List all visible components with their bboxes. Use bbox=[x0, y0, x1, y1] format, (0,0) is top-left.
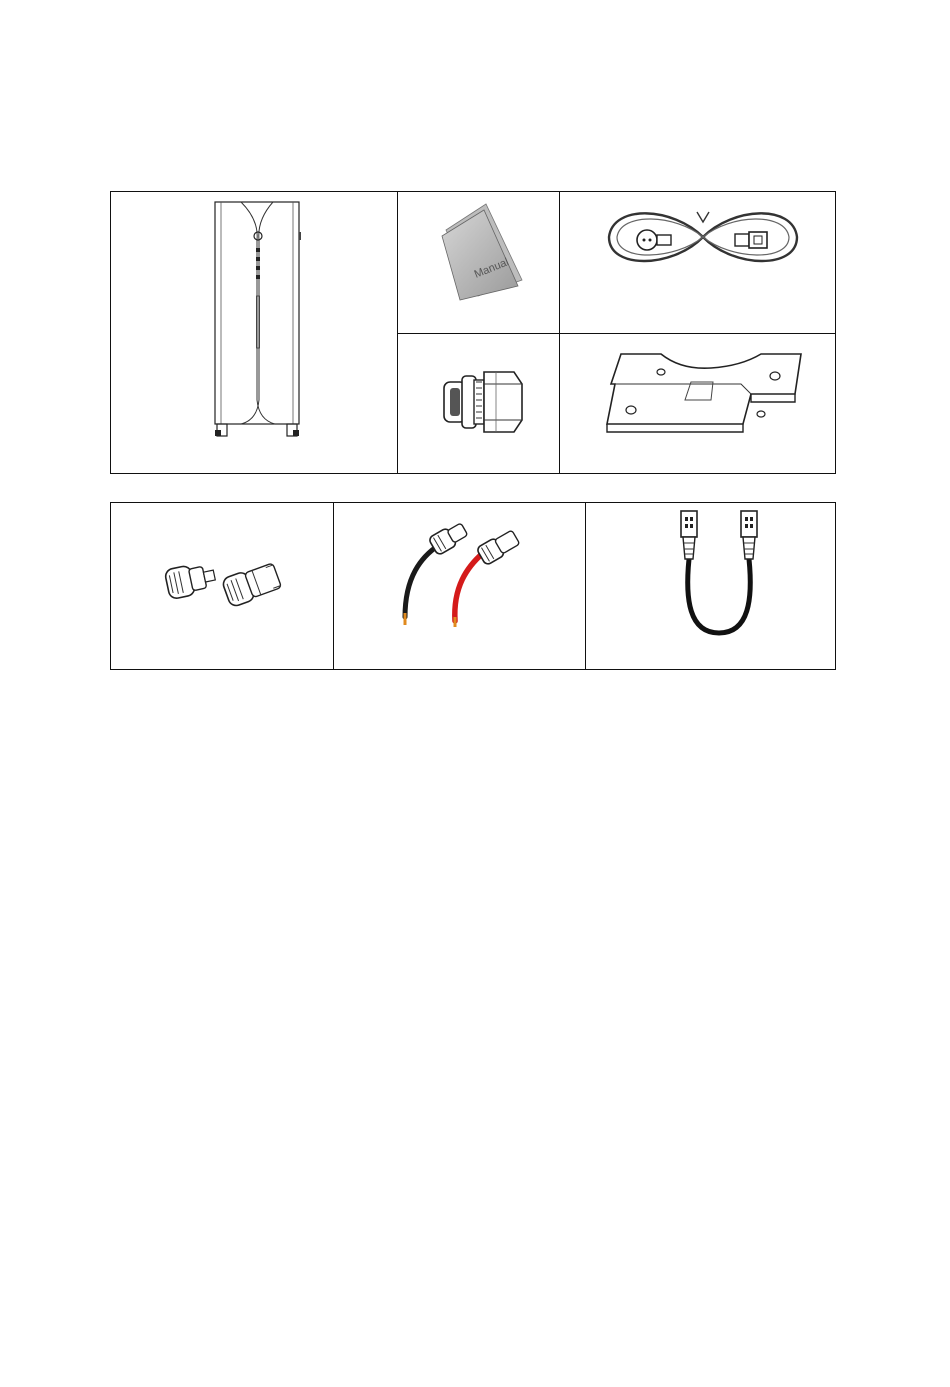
pv-connector-pair-icon bbox=[161, 551, 291, 611]
communication-cable-icon bbox=[659, 509, 779, 639]
ac-power-cord-icon bbox=[603, 202, 803, 277]
table-divider bbox=[585, 503, 586, 669]
manual-label: Manual bbox=[472, 256, 511, 281]
table-divider bbox=[397, 333, 835, 334]
mounting-bracket-icon bbox=[601, 344, 811, 444]
table-divider bbox=[333, 503, 334, 669]
manual-booklet-icon bbox=[436, 200, 546, 310]
battery-power-cable-icon bbox=[391, 517, 531, 627]
battery-cabinet-icon bbox=[201, 200, 311, 442]
connectors-table bbox=[110, 502, 836, 670]
accessories-table bbox=[110, 191, 836, 474]
cable-gland-icon bbox=[436, 352, 536, 452]
